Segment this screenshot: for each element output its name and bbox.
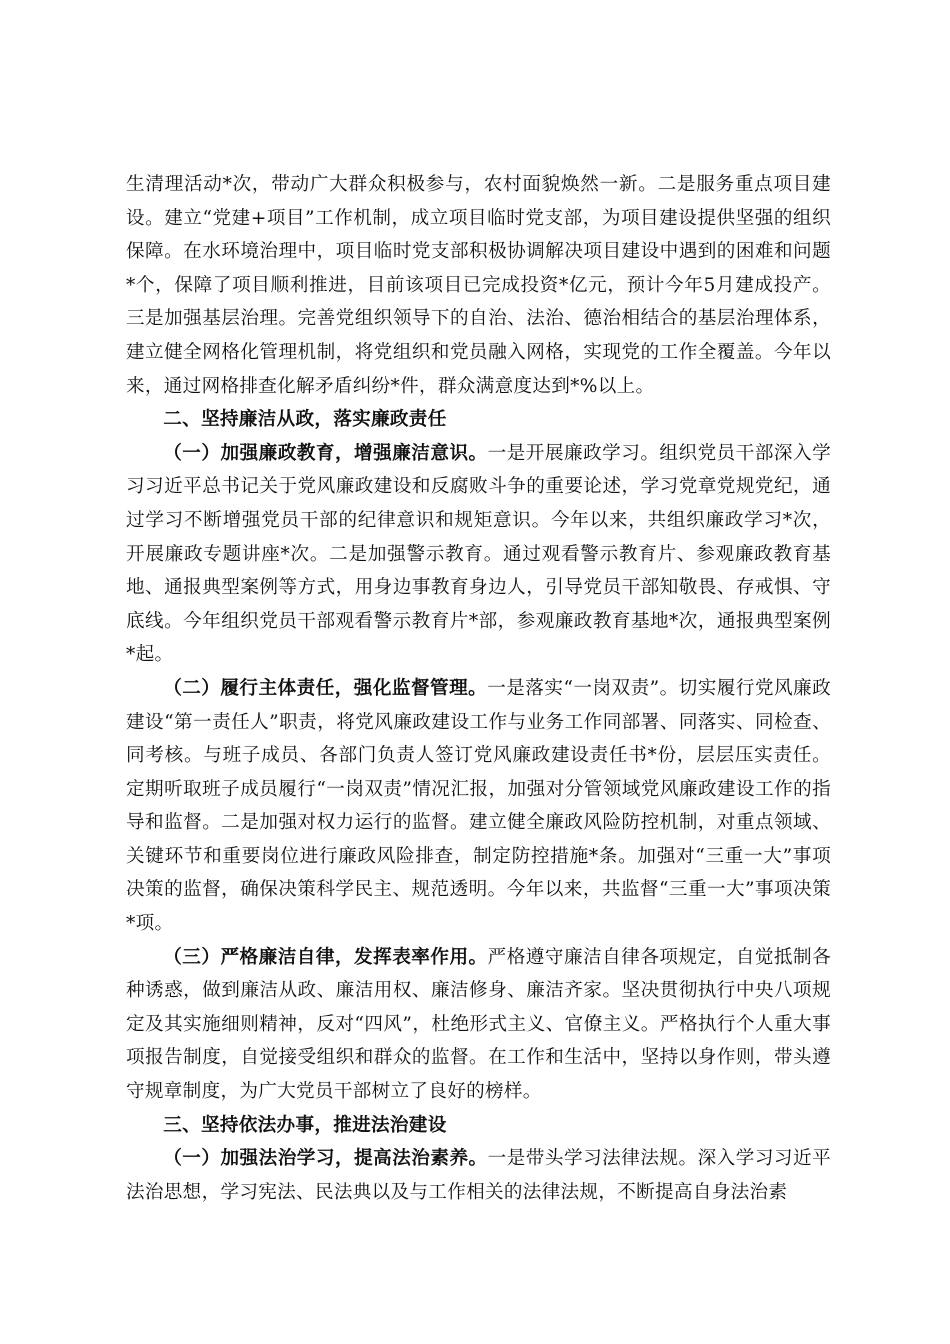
paragraph: 生清理活动*次，带动广大群众积极参与，农村面貌焕然一新。二是服务重点项目建设。建立“党建+项目”工作机制，成立项目临时党支部，为项目建设提供坚强的组织保障。在水环境治理中，项目临时党支部积极协调解决项目建设中遇到的困难和问题*个，保障了项目顺利推进，目前该项目已完成投资*亿元，预计今年5月建成投产。三是加强基层治理。完善党组织领导下的自治、法治、德治相结合的基层治理体系，建立健全网格化管理机制，将党组织和党员融入网格，实现党的工作全覆盖。今年以来，通过网格排查化解矛盾纠纷*件，群众满意度达到*%以上。 bbox=[126, 174, 831, 397]
paragraph-lead: （二）履行主体责任，强化监督管理。 bbox=[163, 677, 488, 699]
paragraph-lead: （一）加强廉政教育，增强廉洁意识。 bbox=[163, 442, 488, 464]
document-body bbox=[126, 168, 831, 1209]
paragraph-body: 一是带头学习法律法规。深入学习习近平法治思想，学习宪法、民法典以及与工作相关的法律法规，不断提高自身法治素 bbox=[126, 1148, 831, 1203]
paragraph-body: 一是开展廉政学习。组织党员干部深入学习习近平总书记关于党风廉政建设和反腐败斗争的重要论述，学习党章党规党纪，通过学习不断增强党员干部的纪律意识和规矩意识。今年以来，共组织廉政学习*次，开展廉政专题讲座*次。二是加强警示教育。通过观看警示教育片、参观廉政教育基地、通报典型案例等方式，用身边事教育身边人，引导党员干部知敬畏、存戒惧、守底线。今年组织党员干部观看警示教育片*部，参观廉政教育基地*次，通报典型案例*起。 bbox=[126, 442, 831, 666]
paragraph-body: 严格遵守廉洁自律各项规定，自觉抵制各种诱惑，做到廉洁从政、廉洁用权、廉洁修身、廉洁齐家。坚决贯彻执行中央八项规定及其实施细则精神，反对“四风”，杜绝形式主义、官僚主义。严格执行个人重大事项报告制度，自觉接受组织和群众的监督。在工作和生活中，坚持以身作则，带头遵守规章制度，为广大党员干部树立了良好的榜样。 bbox=[126, 946, 831, 1103]
paragraph-lead: （三）严格廉洁自律，发挥表率作用。 bbox=[163, 946, 488, 968]
paragraph-lead: （一）加强法治学习，提高法治素养。 bbox=[163, 1148, 488, 1170]
section-heading-2: 二、坚持廉洁从政，落实廉政责任 bbox=[163, 409, 447, 431]
paragraph bbox=[126, 672, 831, 941]
paragraph-body: 一是落实“一岗双责”。切实履行党风廉政建设“第一责任人”职责，将党风廉政建设工作与业务工作同部署、同落实、同检查、同考核。与班子成员、各部门负责人签订党风廉政建设责任书*份，层层压实责任。定期听取班子成员履行“一岗双责”情况汇报，加强对分管领域党风廉政建设工作的指导和监督。二是加强对权力运行的监督。建立健全廉政风险防控机制，对重点领域、关键环节和重要岗位进行廉政风险排查，制定防控措施*条。加强对“三重一大”事项决策的监督，确保决策科学民主、规范透明。今年以来，共监督“三重一大”事项决策*项。 bbox=[126, 677, 831, 935]
paragraph bbox=[126, 1142, 831, 1209]
section-heading-3: 三、坚持依法办事，推进法治建设 bbox=[163, 1114, 447, 1136]
paragraph bbox=[126, 941, 831, 1109]
paragraph bbox=[126, 437, 831, 672]
